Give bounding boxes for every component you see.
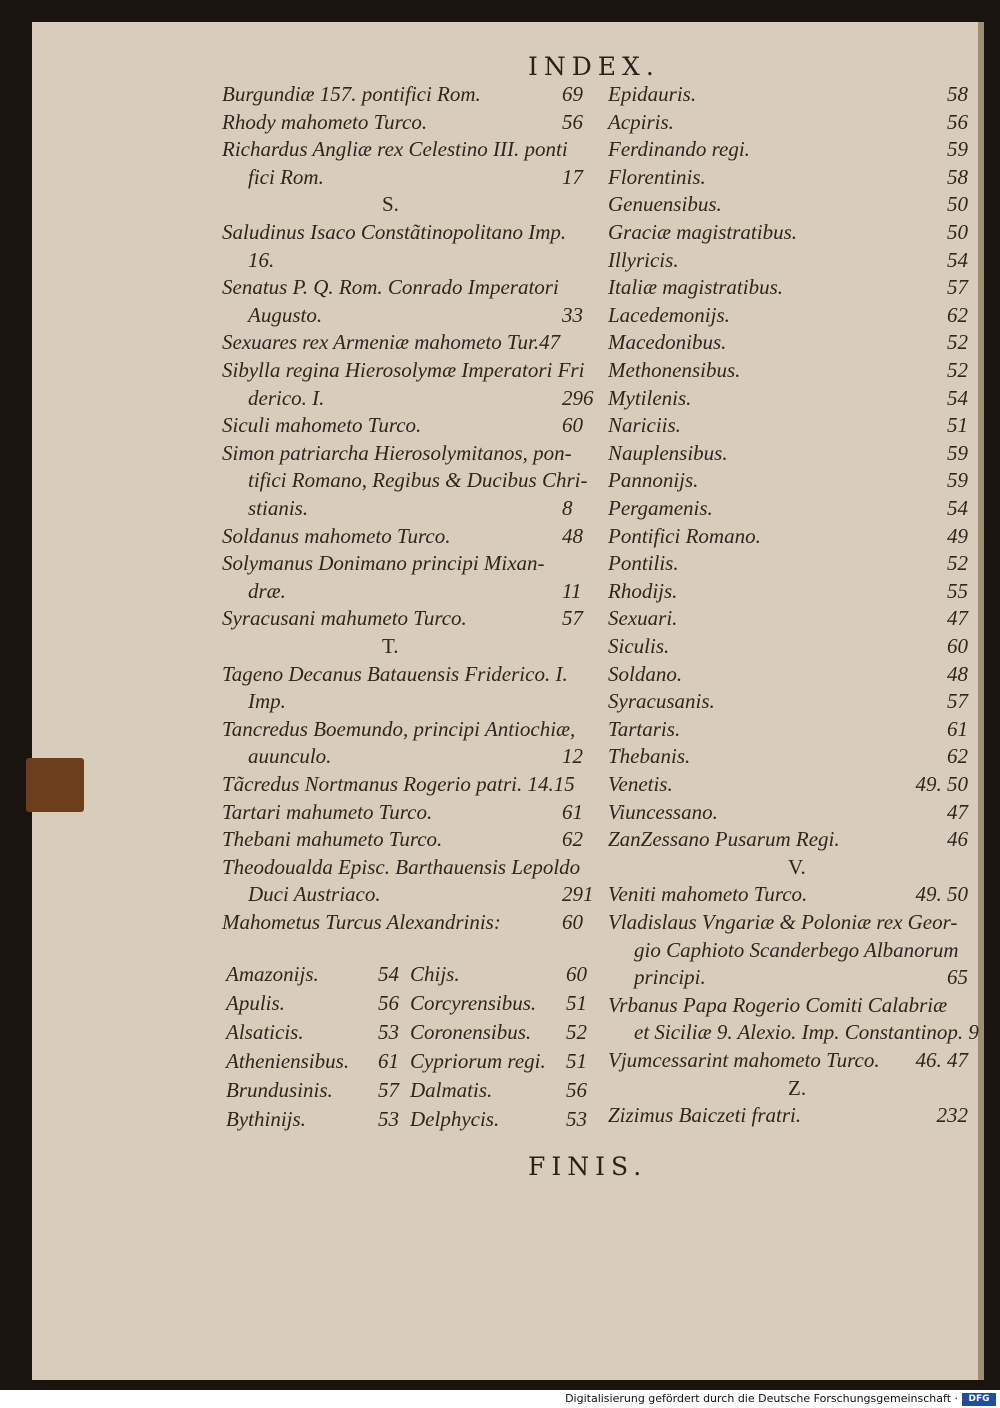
index-entry: Genuensibus. [608, 192, 722, 217]
page-number: 53 [378, 1020, 399, 1044]
index-entry: Pannonijs. [608, 468, 699, 493]
index-entry: Soldanus mahometo Turco. [222, 523, 451, 548]
index-entry: Zizimus Baiczeti fratri. [608, 1103, 802, 1128]
index-entry: Florentinis. [608, 164, 706, 189]
page-number: 61 [378, 1049, 399, 1073]
index-entry: Rhody mahometo Turco. [222, 109, 428, 134]
dfg-logo: DFG [962, 1393, 996, 1406]
page-number: 296 [562, 385, 594, 410]
page-number: 49 [947, 523, 968, 548]
page-edge [978, 22, 984, 1380]
index-entry: Siculis. [608, 634, 670, 658]
index-entry: Saludinus Isaco Constãtinopolitano Imp. [222, 220, 567, 244]
page-number: 61 [947, 716, 968, 741]
section-letter: S. [382, 192, 399, 217]
index-entry: Vrbanus Papa Rogerio Comiti Calabriæ [608, 992, 948, 1017]
page-number: 46 [947, 827, 968, 852]
page-number: 51 [947, 413, 968, 438]
index-entry: tifici Romano, Regibus & Ducibus Chri- [248, 468, 588, 493]
page-number: 60 [566, 962, 587, 986]
index-entry: Simon patriarcha Hierosolymitanos, pon- [222, 440, 572, 465]
page-number: 53 [378, 1107, 399, 1131]
index-entry: 16. [248, 247, 275, 272]
index-entry: Mahometus Turcus Alexandrinis: [222, 910, 501, 934]
page-number: 54 [947, 385, 968, 410]
index-entry: Veniti mahometo Turco. [608, 882, 808, 907]
finis-text: FINIS. [528, 1152, 648, 1181]
index-entry: Lacedemonijs. [608, 302, 730, 327]
page-number: 57 [562, 606, 583, 631]
index-entry: Apulis. [226, 991, 285, 1015]
page-number: 12 [562, 744, 583, 769]
page-number: 52 [947, 330, 968, 355]
page-number: 69 [562, 82, 583, 106]
page-number: 57 [947, 275, 968, 300]
page-number: 49. 50 [915, 772, 968, 796]
section-letter: Z. [788, 1075, 807, 1100]
index-entry: Chijs. [410, 962, 460, 986]
index-entry: gio Caphioto Scanderbego Albanorum [634, 937, 959, 962]
index-entry: Corcyrensibus. [410, 991, 537, 1015]
page-number: 54 [947, 247, 968, 272]
index-entry: ZanZessano Pusarum Regi. [608, 827, 840, 852]
page-number: 56 [378, 991, 399, 1015]
index-entry: Pergamenis. [608, 496, 713, 520]
page-number: 57 [378, 1078, 399, 1102]
page-number: 56 [566, 1078, 587, 1102]
page-header: INDEX. [528, 52, 660, 81]
page-number: 54 [378, 962, 399, 986]
index-entry: Methonensibus. [608, 358, 741, 382]
index-entry: Bythinijs. [226, 1107, 306, 1131]
index-entry: Sexuares rex Armeniæ mahometo Tur.47 [222, 330, 561, 355]
page-number: 232 [936, 1103, 968, 1128]
index-entry: Brundusinis. [226, 1078, 333, 1102]
index-entry: Illyricis. [608, 247, 679, 272]
index-entry: Epidauris. [608, 82, 697, 106]
index-entry: Tãcredus Nortmanus Rogerio patri. 14.15 [222, 772, 575, 796]
page-number: 65 [947, 965, 968, 990]
index-entry: Dalmatis. [410, 1078, 493, 1102]
index-entry: Soldano. [608, 661, 683, 686]
page-number: 56 [947, 109, 968, 134]
page-number: 59 [947, 137, 968, 162]
index-entry: Tartari mahumeto Turco. [222, 799, 433, 824]
page-number: 48 [562, 523, 583, 548]
index-entry: Mytilenis. [608, 385, 692, 410]
page-number: 60 [562, 413, 583, 438]
section-letter: T. [382, 634, 399, 658]
index-entry: Thebani mahumeto Turco. [222, 827, 443, 852]
index-entry: Vladislaus Vngariæ & Poloniæ rex Geor- [608, 910, 958, 934]
page-number: 61 [562, 799, 583, 824]
index-entry: Nariciis. [608, 413, 681, 438]
footer-bar [0, 1392, 1000, 1408]
page-number: 291 [562, 882, 594, 907]
page-number: 49. 50 [915, 882, 968, 907]
page-number: 55 [947, 578, 968, 603]
index-entry: Syracusani mahumeto Turco. [222, 606, 467, 631]
index-entry: Siculi mahometo Turco. [222, 413, 422, 438]
page-number: 51 [566, 991, 587, 1015]
index-entry: Amazonijs. [226, 962, 319, 986]
page-number: 47 [947, 799, 968, 824]
index-entry: Rhodijs. [608, 578, 678, 603]
index-entry: Richardus Angliæ rex Celestino III. ponti [222, 137, 568, 162]
index-entry: auunculo. [248, 744, 332, 769]
page-number: 60 [947, 634, 968, 658]
index-entry: Acpiris. [608, 109, 674, 134]
index-entry: Sibylla regina Hierosolymæ Imperatori Fri [222, 358, 585, 382]
index-entry: Cypriorum regi. [410, 1049, 546, 1073]
index-entry: Delphycis. [410, 1107, 500, 1131]
page-number: 62 [562, 827, 583, 852]
page-number: 50 [947, 220, 968, 244]
index-entry: Imp. [248, 689, 286, 714]
page-number: 52 [566, 1020, 587, 1044]
index-entry: Duci Austriaco. [248, 882, 381, 907]
page-number: 11 [562, 578, 582, 603]
page-number: 51 [566, 1049, 587, 1073]
section-letter: V. [788, 854, 806, 879]
page-number: 54 [947, 496, 968, 520]
page-number: 58 [947, 164, 968, 189]
page-number: 62 [947, 302, 968, 327]
index-entry: Tageno Decanus Batauensis Friderico. I. [222, 661, 568, 686]
index-entry: Tartaris. [608, 716, 681, 741]
index-entry: Venetis. [608, 772, 673, 796]
index-entry: Pontifici Romano. [608, 523, 761, 548]
index-entry: Pontilis. [608, 551, 679, 576]
page-number: 57 [947, 689, 968, 714]
page-number: 52 [947, 358, 968, 382]
page-number: 53 [566, 1107, 587, 1131]
page-number: 60 [562, 910, 583, 934]
page-number: 33 [562, 302, 583, 327]
index-entry: Atheniensibus. [226, 1049, 350, 1073]
index-entry: Alsaticis. [226, 1020, 304, 1044]
index-entry: Nauplensibus. [608, 440, 728, 465]
index-entry: Thebanis. [608, 744, 691, 769]
index-entry: Solymanus Donimano principi Mixan- [222, 551, 545, 576]
index-entry: Ferdinando regi. [608, 137, 750, 162]
index-entry: fici Rom. [248, 164, 324, 189]
index-entry: Vjumcessarint mahometo Turco. [608, 1048, 880, 1072]
page-number: 48 [947, 661, 968, 686]
page-number: 56 [562, 109, 583, 134]
page-number: 50 [947, 192, 968, 217]
index-entry: Burgundiæ 157. pontifici Rom. [222, 82, 481, 106]
page-number: 47 [947, 606, 968, 631]
page-number: 52 [947, 551, 968, 576]
index-entry: derico. I. [248, 385, 325, 410]
index-entry: Italiæ magistratibus. [608, 275, 784, 300]
index-entry: Syracusanis. [608, 689, 715, 714]
index-entry: Coronensibus. [410, 1020, 532, 1044]
index-entry: Theodoualda Episc. Barthauensis Lepoldo [222, 854, 581, 879]
footer-credit: Digitalisierung gefördert durch die Deutsche Forschungsgemeinschaft · [565, 1392, 958, 1405]
index-entry: Macedonibus. [608, 330, 727, 355]
page-number: 59 [947, 468, 968, 493]
index-entry: Sexuari. [608, 606, 678, 631]
index-entry: Graciæ magistratibus. [608, 220, 798, 244]
page-number: 46. 47 [915, 1048, 968, 1072]
page-number: 58 [947, 82, 968, 106]
page-number: 59 [947, 440, 968, 465]
index-entry: Senatus P. Q. Rom. Conrado Imperatori [222, 275, 559, 300]
index-entry: principi. [634, 965, 706, 990]
leather-tab [26, 758, 84, 812]
index-entry: Tancredus Boemundo, principi Antiochiæ, [222, 716, 576, 741]
index-entry: dræ. [248, 578, 286, 603]
index-entry: stianis. [248, 496, 309, 520]
page-number: 62 [947, 744, 968, 769]
page-number: 8 [562, 496, 573, 520]
index-entry: Viuncessano. [608, 799, 718, 824]
index-entry: Augusto. [248, 302, 323, 327]
index-entry: et Siciliæ 9. Alexio. Imp. Constantinop. 9 [634, 1020, 979, 1045]
page-number: 17 [562, 164, 583, 189]
